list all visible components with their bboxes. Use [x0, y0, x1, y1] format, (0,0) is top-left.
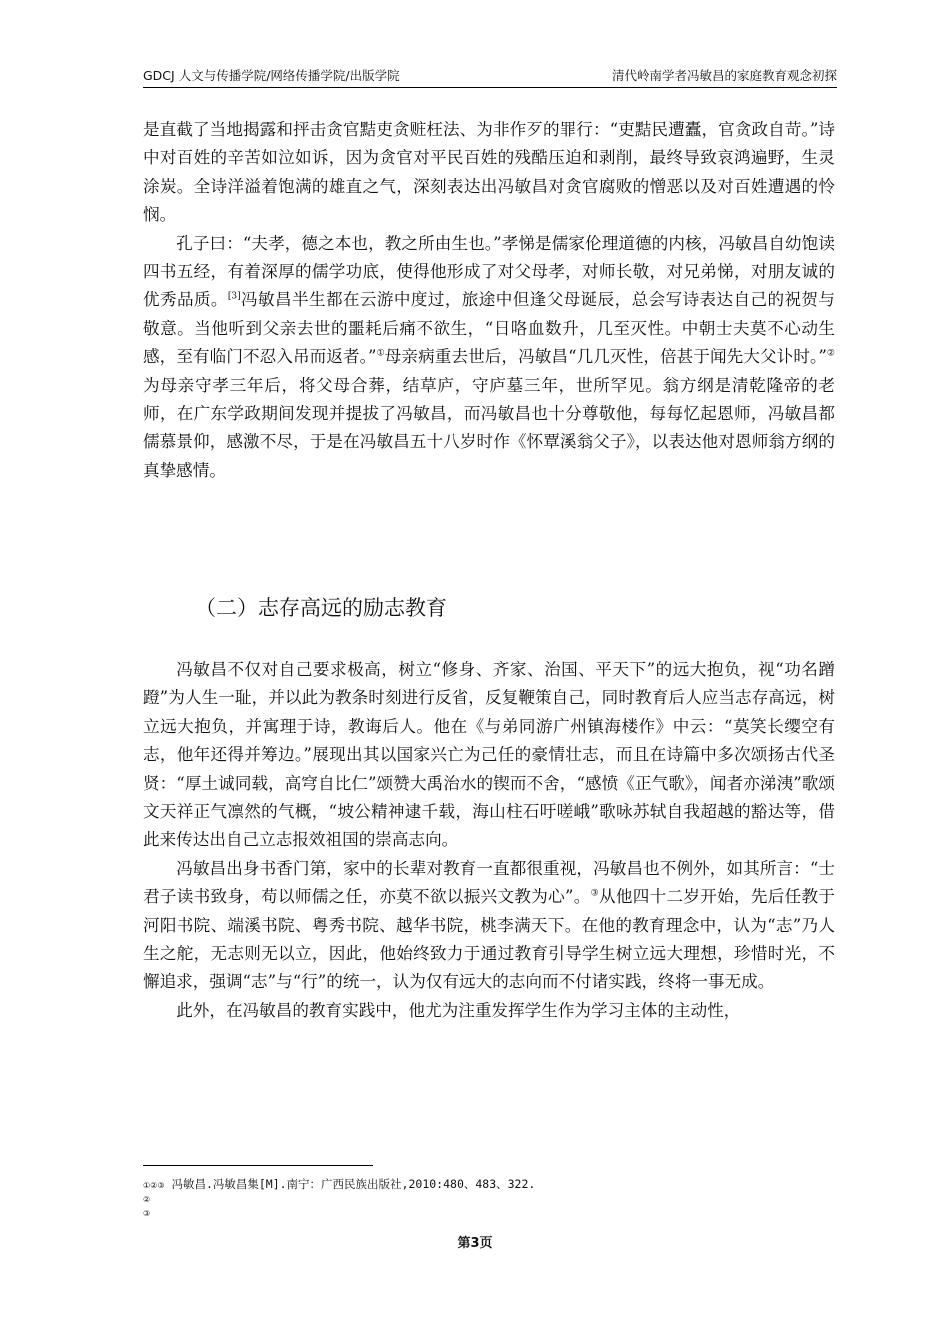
header-institution: GDCJ 人文与传播学院/网络传播学院/出版学院	[143, 68, 400, 83]
page-number: 第3页	[457, 1236, 493, 1251]
paragraph-5: 此外，在冯敏昌的教育实践中，他尤为注重发挥学生作为学习主体的主动性，	[176, 1000, 741, 1020]
citation-ref-3[interactable]: [3]	[227, 291, 241, 302]
footnote-mark-1[interactable]: ①	[376, 348, 385, 359]
paragraph-2-part-b: 冯敏昌半生都在云游中度过，旅途中但逢父母诞辰，总会写诗表达自己的祝贺与敬意。当他听到父亲去世的噩耗后痛不欲生，“日咯血数升，几至灭性。中朝士夫莫不心动生感，至有临门不忍入吊而返者。”	[143, 290, 835, 367]
footnote-rule	[143, 1165, 373, 1166]
paragraph-4-part-a: 冯敏昌出身书香门第，家中的长辈对教育一直都很重视，冯敏昌也不例外，如其所言：“士君子读书致身，苟以师儒之任，亦莫不欲以振兴文教为心”。	[143, 858, 835, 907]
running-header	[143, 66, 837, 86]
footnote-1-text: 冯敏昌.冯敏昌集[M].南宁：广西民族出版社,2010:480、483、322.	[164, 1177, 536, 1191]
paragraph-4-part-b: 从他四十二岁开始，先后任教于河阳书院、端溪书院、粤秀书院、越华书院，桃李满天下。在他的教育理念中，认为“志”乃人生之舵，无志则无以立，因此，他始终致力于通过教育引导学生树立远大理想，珍惜时光，不懈追求，强调“志”与“行”的统一，认为仅有远大的志向而不付诸实践，终将一事无成。	[143, 887, 836, 992]
paragraph-1: 是直截了当地揭露和抨击贪官黠吏贪赃枉法、为非作歹的罪行：“吏黠民遭蠹，官贪政自苛。”诗中对百姓的辛苦如泣如诉，因为贪官对平民百姓的残酷压迫和剥削，最终导致哀鸿遍野，生灵涂炭。全诗洋溢着饱满的雄直之气，深刻表达出冯敏昌对贪官腐败的憎恶以及对百姓遭遇的怜悯。	[143, 120, 835, 225]
paragraph-2-part-a: 孔子曰：“夫孝，德之本也，教之所由生也。”孝悌是儒家伦理道德的内核，冯敏昌自幼饱读四书五经，有着深厚的儒学功底，使得他形成了对父母孝，对师长敬，对兄弟悌，对朋友诚的优秀品质。	[143, 233, 835, 310]
body-block-2	[143, 656, 835, 1025]
paragraph-2	[143, 230, 835, 486]
footnote-3-mark: ③	[143, 1209, 151, 1218]
footnote-mark-2[interactable]: ②	[826, 348, 835, 359]
footnote-3	[143, 1206, 835, 1220]
header-paper-title: 清代岭南学者冯敏昌的家庭教育观念初探	[611, 68, 837, 83]
footnote-1-marks: ①②③	[143, 1181, 165, 1190]
footnote-2-mark: ②	[143, 1195, 151, 1204]
paragraph-2-part-c: 母亲病重去世后，冯敏昌“几几灭性，倍甚于闻先大父讣时。”	[384, 347, 827, 367]
footnote-mark-3[interactable]: ③	[590, 888, 599, 899]
header-rule	[143, 87, 837, 88]
paragraph-3: 冯敏昌不仅对自己要求极高，树立“修身、齐家、治国、平天下”的远大抱负，视“功名蹭蹬”为人生一耻，并以此为教条时刻进行反省，反复鞭策自己，同时教育后人应当志存高远，树立远大抱负，并寓理于诗，教诲后人。他在《与弟同游广州镇海楼作》中云：“莫笑长缨空有志，他年还得并筹边。”展现出其以国家兴亡为己任的豪情壮志，而且在诗篇中多次颂扬古代圣贤：“厚土诚同载，高穹自比仁”颂赞大禹治水的锲而不舍，“感愤《正气歌》，闻者亦涕洟”歌颂文天祥正气凛然的气概，“坡公精神逮千载，海山柱石吁嗟峨”歌咏苏轼自我超越的豁达等，借此来传达出自己立志报效祖国的崇高志向。	[143, 660, 835, 850]
section-heading: （二）志存高远的励志教育	[195, 596, 447, 620]
body-block-1	[143, 116, 835, 485]
footnotes	[143, 1178, 835, 1220]
footnote-2	[143, 1192, 835, 1206]
paragraph-2-part-d: 为母亲守孝三年后，将父母合葬，结草庐，守庐墓三年，世所罕见。翁方纲是清乾隆帝的老师，在广东学政期间发现并提拔了冯敏昌，而冯敏昌也十分尊敬他，每每忆起恩师，冯敏昌都儒慕景仰，感激不尽，于是在冯敏昌五十八岁时作《怀覃溪翁父子》，以表达他对恩师翁方纲的真挚感情。	[143, 375, 835, 480]
footnote-1	[143, 1178, 835, 1192]
paragraph-4	[143, 855, 835, 997]
